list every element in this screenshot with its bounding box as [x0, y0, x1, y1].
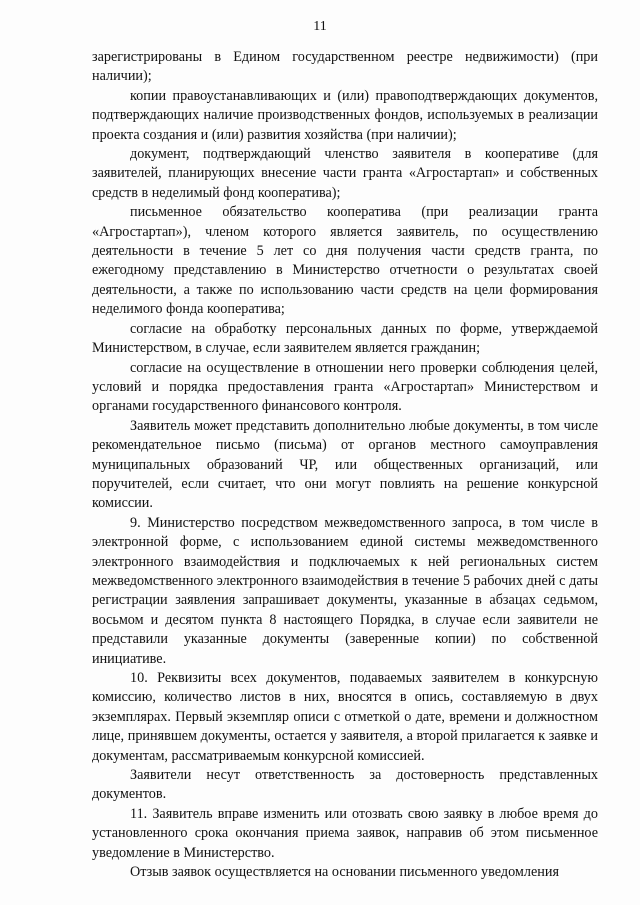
paragraph: копии правоустанавливающих и (или) правоподтверждающих документов, подтверждающих наличие производственных фондов, используемых в реализации проекта создания и (или) развития хозяйства (при наличии);	[92, 87, 598, 143]
paragraph: письменное обязательство кооператива (при реализации гранта «Агростартап»), членом которого является заявитель, по осуществлению деятельности в течение 5 лет со дня получения части средств гранта, по ежегодному представлению в Министерство отчетности о результатах своей деятельности, а также по использованию части средств на цели формирования неделимого фонда кооператива;	[92, 204, 598, 318]
paragraph: 10. Реквизиты всех документов, подаваемых заявителем в конкурсную комиссию, количество листов в них, вносятся в опись, составляемую в двух экземплярах. Первый экземпляр описи с отметкой о дате, времени и должностном лице, принявшем документы, остается у заявителя, а второй прилагается к заявке и документам, рассматриваемым конкурсной комиссией.	[92, 670, 598, 764]
paragraph: согласие на обработку персональных данных по форме, утверждаемой Министерством, в случае, если заявителем является гражданин;	[92, 320, 598, 357]
paragraph: 11. Заявитель вправе изменить или отозвать свою заявку в любое время до установленного срока окончания приема заявок, направив об этом письменное уведомление в Министерство.	[92, 805, 598, 861]
paragraph: документ, подтверждающий членство заявителя в кооперативе (для заявителей, планирующих внесение части гранта «Агростартап» и собственных средств в неделимый фонд кооператива);	[92, 146, 598, 201]
paragraph: 9. Министерство посредством межведомственного запроса, в том числе в электронной форме, с использованием единой системы межведомственного электронного взаимодействия и подключаемых к ней региональных систем межведомственного электронного взаимодействия в течение 5 рабочих дней с даты регистрации заявления запрашивает документы, указанные в абзацах седьмом, восьмом и десятом пункта 8 настоящего Порядка, в случае если заявители не представили указанные документы (заверенные копии) по собственной инициативе.	[92, 514, 598, 667]
page-number: 11	[313, 19, 327, 34]
paragraph: Заявитель может представить дополнительно любые документы, в том числе рекомендательное письмо (письма) от органов местного самоуправления муниципальных образований ЧР, или общественных организаций, или поручителей, если считает, что они могут повлиять на решение конкурсной комиссии.	[92, 417, 598, 512]
paragraph: зарегистрированы в Едином государственном реестре недвижимости) (при наличии);	[92, 49, 598, 85]
paragraph: согласие на осуществление в отношении него проверки соблюдения целей, условий и порядка предоставления гранта «Агростартап» Министерством и органами государственного финансового контроля.	[92, 359, 598, 415]
paragraph: Отзыв заявок осуществляется на основании письменного уведомления	[130, 864, 559, 881]
paragraph: Заявители несут ответственность за достоверность представленных документов.	[92, 767, 598, 803]
document-body	[92, 48, 598, 882]
